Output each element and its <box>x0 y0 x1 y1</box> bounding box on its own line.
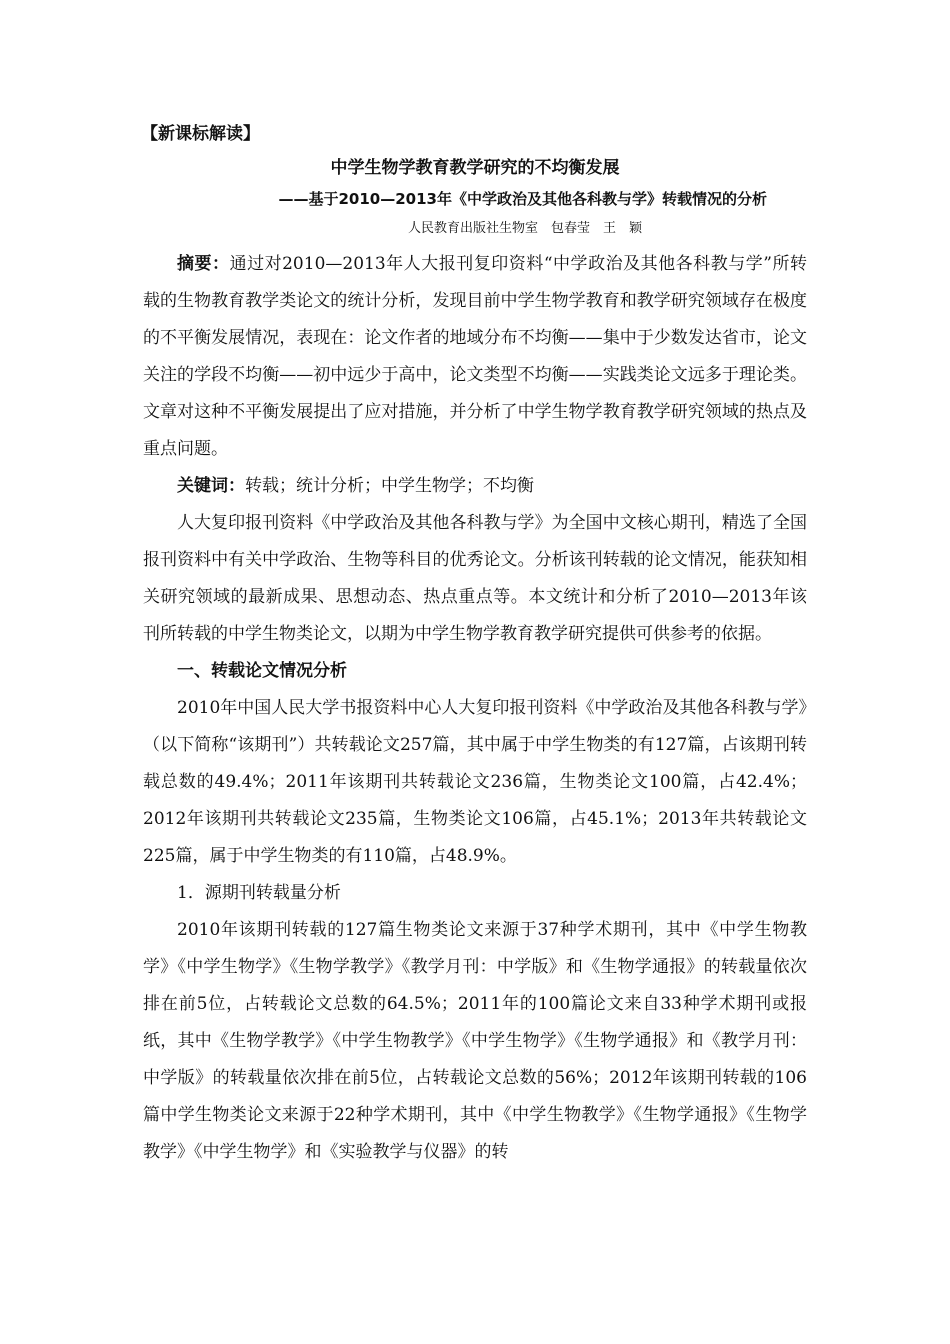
section-heading-1: 一、转载论文情况分析 <box>177 661 347 681</box>
column-tag: 【新课标解读】 <box>141 124 260 144</box>
abstract-text: 通过对2010—2013年人大报刊复印资料“中学政治及其他各科教与学”所转载的生物教育教学类论文的统计分析，发现目前中学生物学教育和教学研究领域存在极度的不平衡发展情况，表现在：论文作者的地域分布不均衡——集中于少数发达省市，论文关注的学段不均衡——初中远少于高中，论文类型不均衡——实践类论文远多于理论类。文章对这种不平衡发展提出了应对措施，并分析了中学生物学教育教学研究领域的热点及重点问题。 <box>143 254 807 459</box>
keywords-text: 转载；统计分析；中学生物学；不均衡 <box>245 476 534 496</box>
article-title: 中学生物学教育教学研究的不均衡发展 <box>330 158 620 178</box>
abstract-label: 摘要： <box>177 254 230 274</box>
subsection-1-paragraph: 2010年该期刊转载的127篇生物类论文来源于37种学术期刊，其中《中学生物教学》《中学生物学》《生物学教学》《教学月刊：中学版》和《生物学通报》的转载量依次排在前5位，占转载论文总数的64.5%；2011年的100篇论文来自33种学术期刊或报纸，其中《生物学教学》《中学生物教学》《中学生物学》《生物学通报》和《教学月刊：中学版》的转载量依次排在前5位，占转载论文总数的56%；2012年该期刊转载的106篇中学生物类论文来源于22种学术期刊，其中《中学生物教学》《生物学通报》《生物学教学》《中学生物学》和《实验教学与仪器》的转 <box>143 920 807 1162</box>
article-subtitle: ——基于2010—2013年《中学政治及其他各科教与学》转载情况的分析 <box>278 190 767 208</box>
subsection-heading-1: 1．源期刊转载量分析 <box>177 883 341 903</box>
section-1-paragraph: 2010年中国人民大学书报资料中心人大复印报刊资料《中学政治及其他各科教与学》（以下简称“该期刊”）共转载论文257篇，其中属于中学生物类的有127篇，占该期刊转载总数的49.4%；2011年该期刊共转载论文236篇，生物类论文100篇，占42.4%；2012年该期刊共转载论文235篇，生物类论文106篇，占45.1%；2013年共转载论文225篇，属于中学生物类的有110篇，占48.9%。 <box>143 698 807 866</box>
abstract-paragraph <box>143 246 807 468</box>
keywords-label: 关键词： <box>177 476 245 496</box>
intro-paragraph: 人大复印报刊资料《中学政治及其他各科教与学》为全国中文核心期刊，精选了全国报刊资料中有关中学政治、生物等科目的优秀论文。分析该刊转载的论文情况，能获知相关研究领域的最新成果、思想动态、热点重点等。本文统计和分析了2010—2013年该刊所转载的中学生物类论文，以期为中学生物学教育教学研究提供可供参考的依据。 <box>143 513 807 644</box>
keywords-paragraph <box>143 468 807 505</box>
author-line: 人民教育出版社生物室 包春莹 王 颖 <box>407 221 642 236</box>
text-column <box>143 120 807 1171</box>
